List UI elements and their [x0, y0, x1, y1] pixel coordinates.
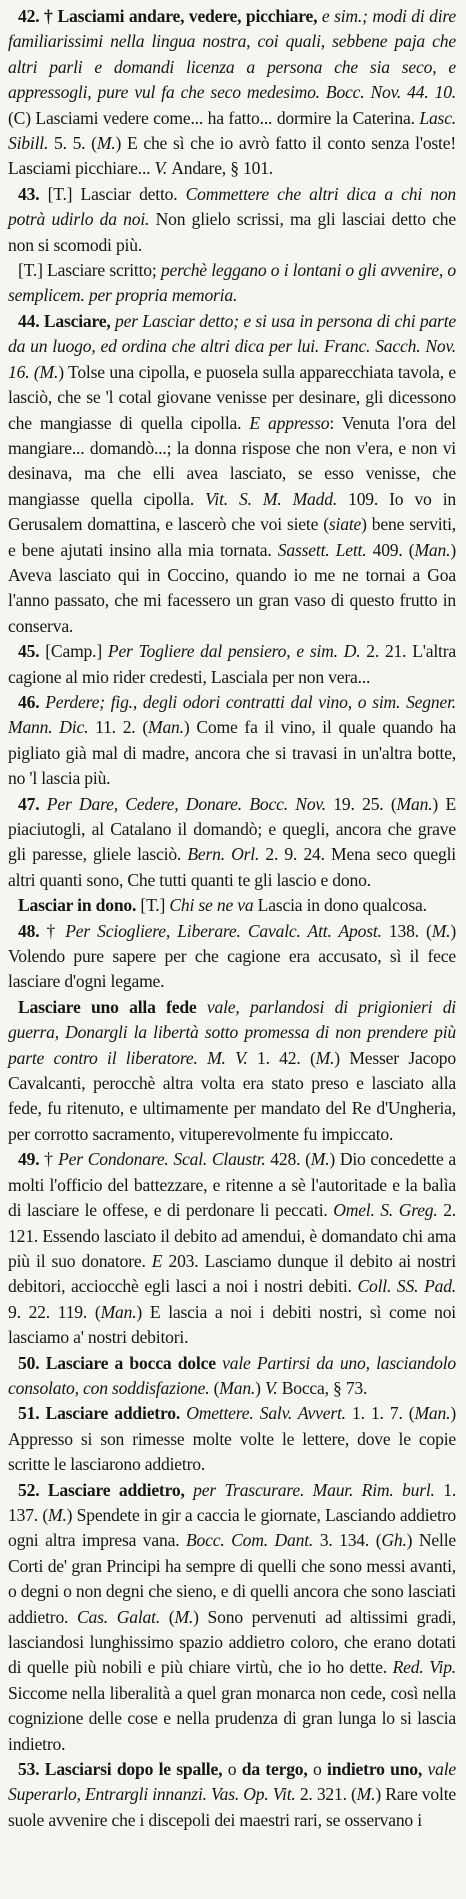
entry-headword: Lasciar in dono. — [18, 895, 141, 916]
entry-italic-text: Commettere che altri dica a chi non potrà udirlo da noi. — [8, 183, 456, 230]
entry-italic-text: vale Superarlo, Entrargli innanzi. Vas. Op. Vit. — [8, 1759, 457, 1805]
entry-italic-text: M. — [48, 1504, 67, 1525]
entry-italic-text: Man. — [396, 793, 433, 814]
dictionary-entry — [8, 258, 456, 309]
entry-text: 2. 121. Essendo lasciato il debito ad amendui, è domandato chi ama più il suo donatore. — [8, 1200, 456, 1271]
entry-text: Non glielo scrissi, ma gli lasciai detto che non si scomodi più. — [8, 209, 456, 255]
entry-italic-text: Omettere. Salv. Avvert. — [186, 1403, 353, 1424]
entry-text: 409. ( — [372, 539, 415, 560]
entry-italic-text: Man. — [414, 539, 451, 560]
entry-headword: 51. — [18, 1403, 46, 1424]
dictionary-entry — [8, 690, 456, 792]
entry-text: 5. 5. ( — [53, 133, 97, 154]
entry-italic-text: Per Dare, Cedere, Donare. Bocc. Nov. — [46, 793, 334, 814]
entry-italic-text: Chi se ne va — [169, 895, 258, 916]
dictionary-entry — [8, 4, 456, 182]
entry-headword: † Lasciami andare, vedere, picchiare, — [43, 6, 322, 26]
entry-headword: 44. — [18, 310, 44, 331]
entry-text: ) Appresso si son rimesse molte volte le lettere, dove le copie scritte le lasciarono addietro. — [8, 1403, 456, 1475]
entry-italic-text: M. — [310, 1149, 330, 1170]
entry-italic-text: Lasc. Sibill. — [8, 107, 456, 154]
entry-italic-text: Omel. S. Greg. — [333, 1200, 444, 1221]
entry-italic-text: siate — [328, 514, 362, 535]
entry-italic-text: Vit. S. M. Madd. — [205, 488, 349, 509]
entry-headword: Lasciare addietro, — [47, 1479, 194, 1500]
entry-text: 109. Io vo in Gerusalem domattina, e lascerò che voi siete ( — [8, 488, 456, 535]
entry-italic-text: M. — [39, 361, 59, 382]
dictionary-entry — [8, 1147, 456, 1350]
entry-text: ) Volendo pure sapere per che cagione era accusato, sì il fece lasciare d'ogni legame. — [8, 920, 457, 992]
entry-italic-text: vale, parlandosi di prigionieri di guerra, Donargli la libertà sotto promessa di non prendere più parte contro il liberatore. M. V. — [8, 996, 456, 1068]
entry-text: o — [313, 1759, 328, 1780]
entry-text: ) Sono pervenuti ad altissimi gradi, lasciandosi lunghissimo spazio addietro coloro, che erano dotati di quelle più nobili e più chiare virtù, che io ho dette. — [8, 1606, 456, 1678]
dictionary-entry — [8, 639, 456, 690]
entry-text: 9. 22. 119. ( — [8, 1301, 101, 1322]
entry-headword: Lasciare a bocca dolce — [45, 1352, 223, 1373]
entry-text: ) Come fa il vino, il quale quando ha pigliato già mal di madre, ancora che si travasi in un'altra botte, no 'l lascia più. — [8, 717, 457, 789]
entry-text: Lascia in dono qualcosa. — [257, 895, 427, 916]
entry-headword: 43. — [18, 183, 48, 204]
entry-text: 2. 9. 24. Mena seco quegli altri quanti sono, Che tutti quanti te gli lascio e dono. — [8, 844, 456, 890]
entry-headword: 47. — [18, 793, 47, 814]
entry-headword: Lasciare uno alla fede — [18, 996, 207, 1017]
entry-italic-text: M. — [315, 1047, 335, 1068]
dictionary-entry — [8, 995, 456, 1147]
entry-headword: indietro uno, — [327, 1759, 428, 1780]
entry-headword: da tergo, — [241, 1759, 313, 1780]
entry-text: Andare, § 101. — [171, 158, 273, 179]
entry-text: ) Aveva lasciato qui in Coccino, quando io me ne tornai a Goa l'anno passato, che mi facessero un gran vaso di questo frutto in conserva. — [8, 539, 456, 636]
entry-italic-text: E appresso — [249, 412, 330, 433]
entry-text: ) E che sì che io avrò fatto il conto senza l'oste! Lasciami picchiare... — [8, 133, 457, 179]
entry-italic-text: Coll. SS. Pad. — [357, 1276, 457, 1297]
entry-italic-text: Man. — [414, 1403, 451, 1424]
entry-headword: Lasciarsi dopo le spalle, — [44, 1759, 228, 1780]
entry-headword: 48. — [18, 920, 47, 941]
entry-text: ) E piaciutogli, al Catalano il domandò; e quegli, ancora che grave gli paresse, gliele lasciò. — [8, 793, 457, 865]
entry-text: ) — [255, 1377, 265, 1398]
entry-text: 138. ( — [388, 920, 432, 941]
entry-text: 1. 137. ( — [8, 1479, 457, 1525]
entry-italic-text: Per Condonare. Scal. Claustr. — [58, 1149, 271, 1170]
entry-text: ) Spendete in gir a caccia le giornate, Lasciando addietro ogni altra impresa vana. — [8, 1504, 456, 1551]
entry-text: (C) Lasciami vedere come... ha fatto... dormire la Caterina. — [8, 107, 420, 128]
entry-text: 428. ( — [270, 1149, 311, 1170]
entry-italic-text: Man. — [100, 1301, 137, 1322]
entry-headword: 42. — [18, 6, 44, 26]
entry-text: ) bene serviti, e bene ajutati insino alla mia tornata. — [8, 514, 456, 560]
entry-italic-text: E — [151, 1250, 169, 1271]
dictionary-entry — [8, 1757, 456, 1833]
entry-text: 11. 2. ( — [95, 717, 148, 738]
entry-text: ) Tolse una cipolla, e puosela sulla apparecchiata tavola, e lasciò, che se 'l cotal giovane venisse per desinare, gli dicessono che mangiasse di quella cipolla. — [8, 361, 457, 433]
entry-headword: 45. — [18, 641, 46, 662]
entry-text: 2. 21. L'altra cagione al mio rider credesti, Lasciala per non vera... — [8, 641, 456, 687]
entry-text: ) Dio concedette a molti l'officio del battezzare, e ritenne a sè l'autoritade e la balìa di lasciare le offese, e di perdonare li peccati. — [8, 1149, 456, 1221]
entry-text: ) Nelle Corti de' gran Principi ha sempre di quelli che sono messi avanti, o degni o non degni che sieno, e di quelli ancora che sono lasciati addietro. — [8, 1530, 457, 1627]
entry-text: : Venuta l'ora del mangiare... domandò...; la donna rispose che non v'era, e non vi desinava, ma che elli avea lasciato, se esso venisse, che mangiasse quella cipolla. — [8, 412, 456, 509]
entry-italic-text: V. — [154, 158, 172, 179]
entry-text: [Camp.] — [45, 641, 108, 662]
entry-text: 2. 321. ( — [299, 1784, 357, 1805]
dictionary-entry — [8, 893, 456, 918]
entry-italic-text: Sassett. Lett. — [277, 539, 373, 560]
entry-text: 19. 25. ( — [333, 793, 397, 814]
entry-italic-text: M. — [431, 920, 451, 941]
dictionary-entry — [8, 919, 456, 995]
entry-text: Siccome nella liberalità a quel gran monarca non cede, così nella cognizione delle cose e nella prudenza di gran lunga lo si lascia indietro. — [8, 1682, 456, 1754]
entry-headword: 49. — [18, 1149, 45, 1170]
entry-italic-text: Gh. — [381, 1530, 407, 1551]
entry-headword: 46. — [18, 691, 46, 712]
entry-italic-text: Cas. Galat. — [77, 1606, 169, 1627]
entry-italic-text: per Lasciar detto; e si usa in persona di chi parte da un luogo, ed ordina che altri dica per lui. Franc. Sacch. Nov. 16. ( — [8, 310, 456, 382]
dictionary-entry — [8, 792, 456, 894]
entry-italic-text: perchè leggano o i lontani o gli avvenire, o semplicem. per propria memoria. — [8, 260, 457, 306]
dictionary-entry — [8, 1401, 456, 1477]
entry-italic-text: Man. — [148, 717, 184, 738]
entry-italic-text: Man. — [219, 1377, 256, 1398]
entry-text: 3. 134. ( — [319, 1530, 382, 1551]
entry-italic-text: e sim.; modi di dire familiarissimi nella lingua nostra, coi quali, sebbene paja che altri parli e domandi licenza a persona che sia seco, e appressogli, pure vul fa che seco medesimo. Bocc. Nov. 44. 10. — [8, 6, 457, 103]
entry-headword: 50. — [18, 1352, 46, 1373]
entry-italic-text: M. — [96, 133, 116, 154]
entry-text: Bocca, § 73. — [281, 1377, 368, 1398]
entry-text: [T.] Lasciare scritto; — [18, 260, 161, 281]
entry-text: ) Rare volte suole avvenire che i discepoli dei maestri rari, se osservano i — [8, 1784, 456, 1830]
entry-text: ( — [213, 1377, 220, 1398]
dictionary-entry — [8, 182, 456, 258]
entry-italic-text: per Trascurare. Maur. Rim. burl. — [193, 1479, 444, 1500]
entry-text: [T.] — [140, 895, 170, 916]
entry-headword: 52. — [18, 1479, 48, 1500]
entry-headword: Lasciare addietro. — [45, 1403, 187, 1424]
entry-text: [T.] Lasciar detto. — [47, 183, 186, 204]
entry-text: 203. Lasciamo dunque il debito ai nostri debitori, acciocchè egli lasci a noi i nostri debiti. — [8, 1250, 456, 1297]
dictionary-column — [8, 4, 456, 1833]
dictionary-entry — [8, 1351, 456, 1402]
entry-text: † — [46, 920, 66, 941]
entry-headword: Lasciare, — [43, 310, 116, 331]
entry-italic-text: Per Togliere dal pensiero, e sim. D. — [107, 641, 367, 662]
entry-italic-text: Bocc. Com. Dant. — [185, 1530, 320, 1551]
entry-text: ) E lascia a noi i debiti nostri, sì come noi lasciamo a' nostri debitori. — [8, 1301, 456, 1348]
entry-italic-text: vale Partirsi da uno, lasciandolo consolato, con soddisfazione. — [8, 1352, 456, 1398]
entry-text: ) Messer Jacopo Cavalcanti, perocchè altra volta era stato preso e lasciato alla fede, fu ritenuto, e ultimamente per mandato del Re d'Ungheria, per corrotto sacramento, vituperevolmente fu impiccato. — [8, 1047, 456, 1144]
entry-italic-text: Red. Vip. — [392, 1657, 456, 1678]
entry-headword: 53. — [18, 1759, 45, 1780]
entry-italic-text: V. — [265, 1377, 282, 1398]
entry-italic-text: Perdere; fig., degli odori contratti dal vino, o sim. Segner. Mann. Dic. — [8, 691, 456, 738]
entry-italic-text: Bern. Orl. — [187, 844, 266, 865]
entry-text: 1. 42. ( — [256, 1047, 316, 1068]
entry-text: ( — [168, 1606, 175, 1627]
entry-text: o — [227, 1759, 242, 1780]
entry-italic-text: Per Sciogliere, Liberare. Cavalc. Att. Apost. — [65, 920, 389, 941]
entry-text: † — [44, 1149, 59, 1170]
entry-italic-text: M. — [356, 1784, 376, 1805]
dictionary-entry — [8, 1478, 456, 1757]
entry-italic-text: M. — [174, 1606, 194, 1627]
entry-text: 1. 1. 7. ( — [352, 1403, 415, 1424]
dictionary-entry — [8, 309, 456, 639]
